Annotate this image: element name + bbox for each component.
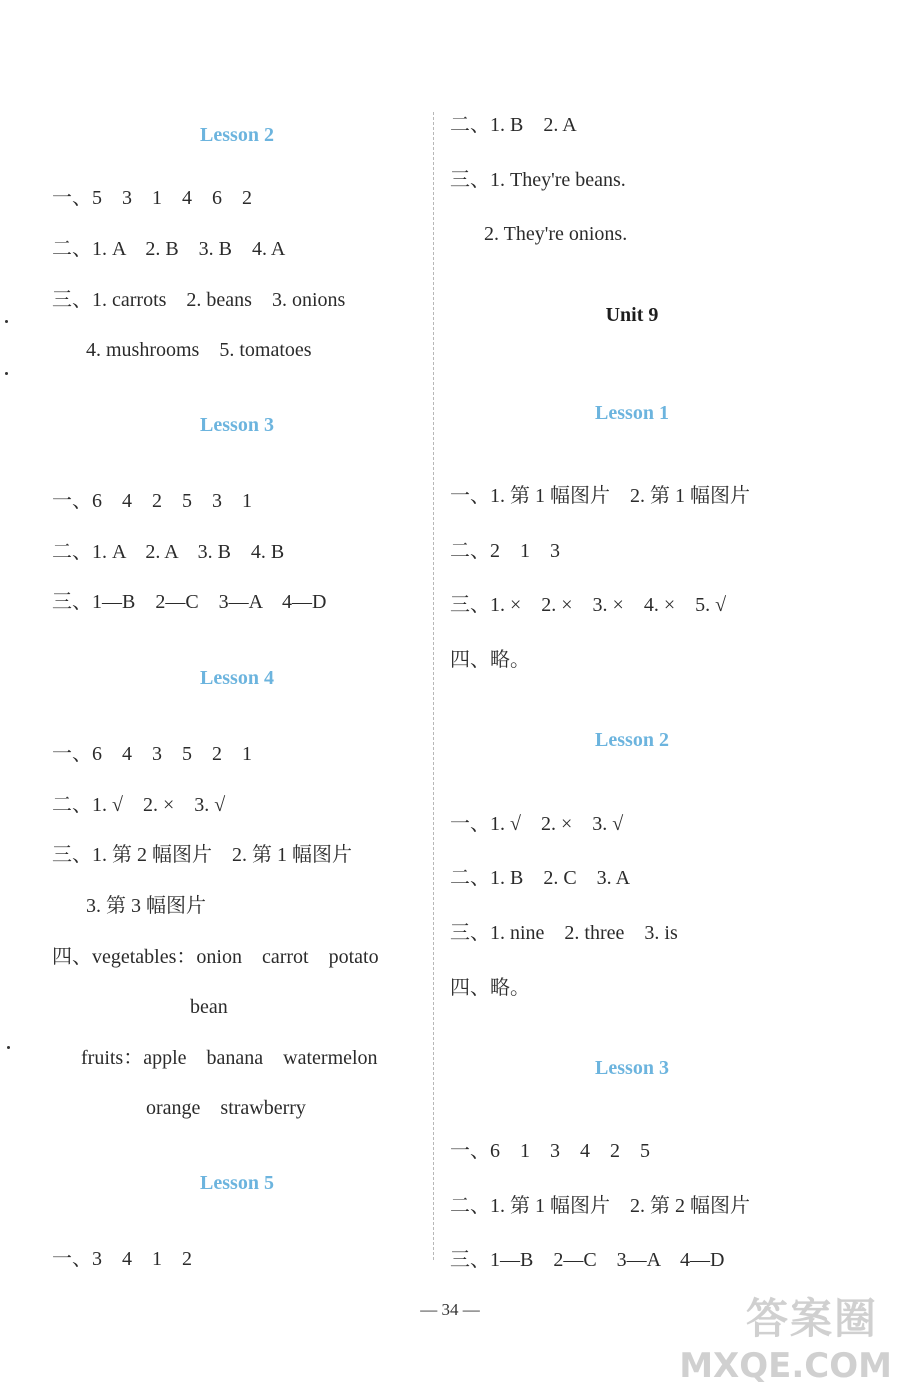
lesson-3-heading: Lesson 3	[200, 414, 274, 436]
watermark-top-text: 答案圈	[745, 1294, 878, 1343]
page-number: — 34 —	[420, 1300, 480, 1319]
answer-line: 四、略。	[450, 977, 530, 999]
answer-line: 三、1. × 2. × 3. × 4. × 5. √	[450, 594, 727, 616]
scan-speck	[7, 1046, 10, 1049]
lesson-1-heading: Lesson 1	[595, 402, 669, 424]
answer-line: 一、1. 第 1 幅图片 2. 第 1 幅图片	[450, 485, 750, 507]
answer-line: 三、1. carrots 2. beans 3. onions	[52, 289, 346, 311]
column-divider	[433, 112, 434, 1260]
answer-line: 三、1—B 2—C 3—A 4—D	[52, 591, 327, 613]
watermark-bottom-text: MXQE.COM	[679, 1346, 892, 1386]
answer-line: 4. mushrooms 5. tomatoes	[86, 339, 312, 361]
left-column	[0, 0, 430, 1390]
answer-line: 一、6 4 3 5 2 1	[52, 743, 252, 765]
answer-line: 3. 第 3 幅图片	[86, 895, 206, 917]
answer-line: 二、1. √ 2. × 3. √	[52, 794, 226, 816]
lesson-3-heading: Lesson 3	[595, 1057, 669, 1079]
answer-line: 一、3 4 1 2	[52, 1248, 192, 1270]
answer-line: fruits：apple banana watermelon	[81, 1047, 378, 1069]
answer-line: 三、1. They're beans.	[450, 169, 626, 191]
lesson-2-heading: Lesson 2	[200, 124, 274, 146]
answer-line: 二、1. B 2. C 3. A	[450, 867, 631, 889]
unit-heading: Unit 9	[605, 304, 659, 326]
answer-line: 一、6 1 3 4 2 5	[450, 1140, 650, 1162]
answer-line: 一、6 4 2 5 3 1	[52, 490, 252, 512]
answer-line: 二、2 1 3	[450, 540, 560, 562]
scan-speck	[5, 372, 8, 375]
answer-line: 四、vegetables：onion carrot potato	[52, 946, 379, 968]
answer-line: 三、1. 第 2 幅图片 2. 第 1 幅图片	[52, 844, 352, 866]
watermark-logo	[679, 1286, 892, 1386]
right-column	[440, 0, 900, 1390]
scan-speck	[5, 320, 8, 323]
answer-line: 三、1—B 2—C 3—A 4—D	[450, 1249, 725, 1271]
answer-line: 四、略。	[450, 649, 530, 671]
answer-line: 二、1. A 2. B 3. B 4. A	[52, 238, 286, 260]
answer-line: 2. They're onions.	[484, 223, 628, 245]
answer-line: orange strawberry	[146, 1097, 306, 1119]
lesson-5-heading: Lesson 5	[200, 1172, 274, 1194]
answer-line: 二、1. 第 1 幅图片 2. 第 2 幅图片	[450, 1195, 750, 1217]
answer-line: 二、1. A 2. A 3. B 4. B	[52, 541, 285, 563]
lesson-2-heading: Lesson 2	[595, 729, 669, 751]
answer-line: 一、5 3 1 4 6 2	[52, 187, 252, 209]
lesson-4-heading: Lesson 4	[200, 667, 274, 689]
answer-line: 二、1. B 2. A	[450, 114, 577, 136]
answer-line: 一、1. √ 2. × 3. √	[450, 813, 624, 835]
answer-line: bean	[190, 996, 228, 1018]
answer-line: 三、1. nine 2. three 3. is	[450, 922, 678, 944]
